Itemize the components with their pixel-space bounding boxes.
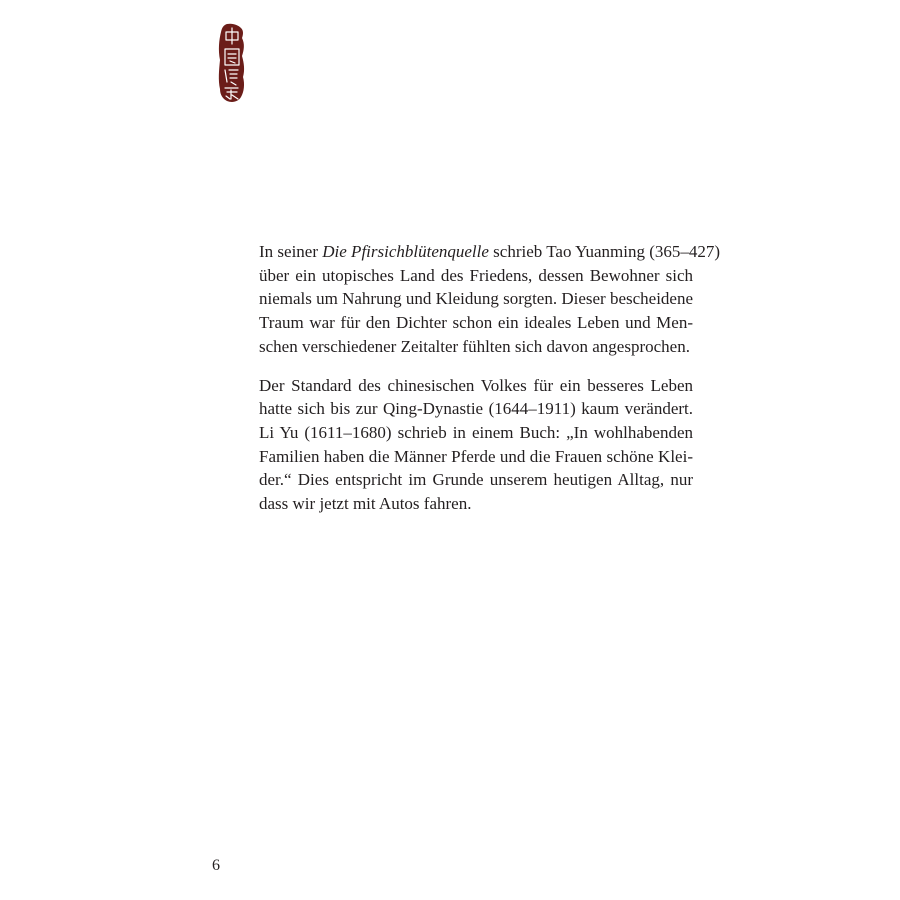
text-line: über ein utopisches Land des Friedens, dessen Bewohner sich: [259, 265, 693, 285]
text-line: hatte sich bis zur Qing-Dynastie (1644–1911) kaum verändert.: [259, 399, 693, 419]
paragraph: [259, 374, 693, 516]
seal-logo: [216, 22, 246, 104]
text-line: dass wir jetzt mit Autos fahren.: [259, 494, 472, 514]
text-segment: In seiner: [259, 242, 323, 261]
text-segment: schrieb Tao Yuanming (365–427): [488, 242, 721, 261]
text-line: niemals um Nahrung und Kleidung sorgten. Dieser bescheidene: [259, 289, 694, 309]
text-line: Traum war für den Dichter schon ein ideales Leben und Men-: [259, 313, 693, 333]
text-line: schen verschiedener Zeitalter fühlten sich davon angesprochen.: [259, 336, 690, 356]
page-number: 6: [212, 857, 220, 874]
paragraph: [259, 240, 721, 359]
text-line: Der Standard des chinesischen Volkes für ein besseres Leben: [259, 375, 693, 395]
book-title: Die Pfirsichblütenquelle: [322, 242, 489, 261]
text-line: Li Yu (1611–1680) schrieb in einem Buch: „In wohlhabenden: [259, 422, 693, 442]
text-line: der.“ Dies entspricht im Grunde unserem heutigen Alltag, nur: [259, 470, 693, 490]
text-line: [259, 240, 721, 264]
text-line: Familien haben die Männer Pferde und die Frauen schöne Klei-: [259, 446, 693, 466]
body-text: [259, 240, 721, 516]
seal-logo-graphic: [216, 22, 246, 104]
